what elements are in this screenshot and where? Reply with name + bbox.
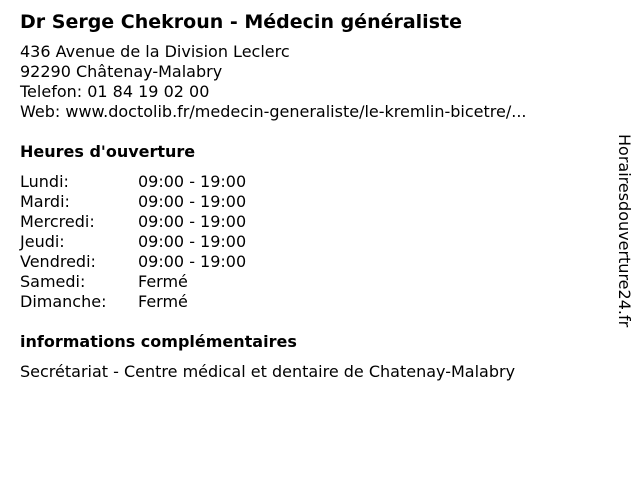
hours-value: Fermé [138, 272, 188, 291]
street-address: 436 Avenue de la Division Leclerc [20, 42, 290, 61]
business-card [20, 9, 600, 382]
page-title: Dr Serge Chekroun - Médecin généraliste [20, 11, 462, 33]
hours-row-thursday [20, 232, 600, 252]
opening-hours-heading: Heures d'ouverture [20, 142, 196, 161]
address-block [20, 42, 600, 122]
additional-info-text: Secrétariat - Centre médical et dentaire de Chatenay-Malabry [20, 362, 516, 381]
hours-row-monday [20, 172, 600, 192]
hours-value: 09:00 - 19:00 [138, 212, 247, 231]
day-label: Mercredi: [20, 212, 95, 231]
phone-number: Telefon: 01 84 19 02 00 [20, 82, 210, 101]
hours-row-sunday [20, 292, 600, 312]
hours-value: 09:00 - 19:00 [138, 232, 247, 251]
hours-value: 09:00 - 19:00 [138, 252, 247, 271]
hours-value: 09:00 - 19:00 [138, 172, 247, 191]
hours-value: Fermé [138, 292, 188, 311]
day-label: Vendredi: [20, 252, 96, 271]
day-label: Jeudi: [20, 232, 65, 251]
hours-row-tuesday [20, 192, 600, 212]
watermark-text: Horairesdouverture24.fr [615, 134, 634, 328]
day-label: Samedi: [20, 272, 86, 291]
additional-info-heading: informations complémentaires [20, 332, 297, 351]
hours-row-saturday [20, 272, 600, 292]
hours-row-friday [20, 252, 600, 272]
opening-hours-section [20, 142, 600, 312]
city-address: 92290 Châtenay-Malabry [20, 62, 223, 81]
day-label: Mardi: [20, 192, 70, 211]
hours-value: 09:00 - 19:00 [138, 192, 247, 211]
day-label: Dimanche: [20, 292, 107, 311]
watermark [612, 134, 636, 394]
website-link: Web: www.doctolib.fr/medecin-generaliste/le-kremlin-bicetre/... [20, 102, 527, 121]
opening-hours-table [20, 172, 600, 312]
additional-info-section [20, 332, 600, 382]
hours-row-wednesday [20, 212, 600, 232]
day-label: Lundi: [20, 172, 69, 191]
